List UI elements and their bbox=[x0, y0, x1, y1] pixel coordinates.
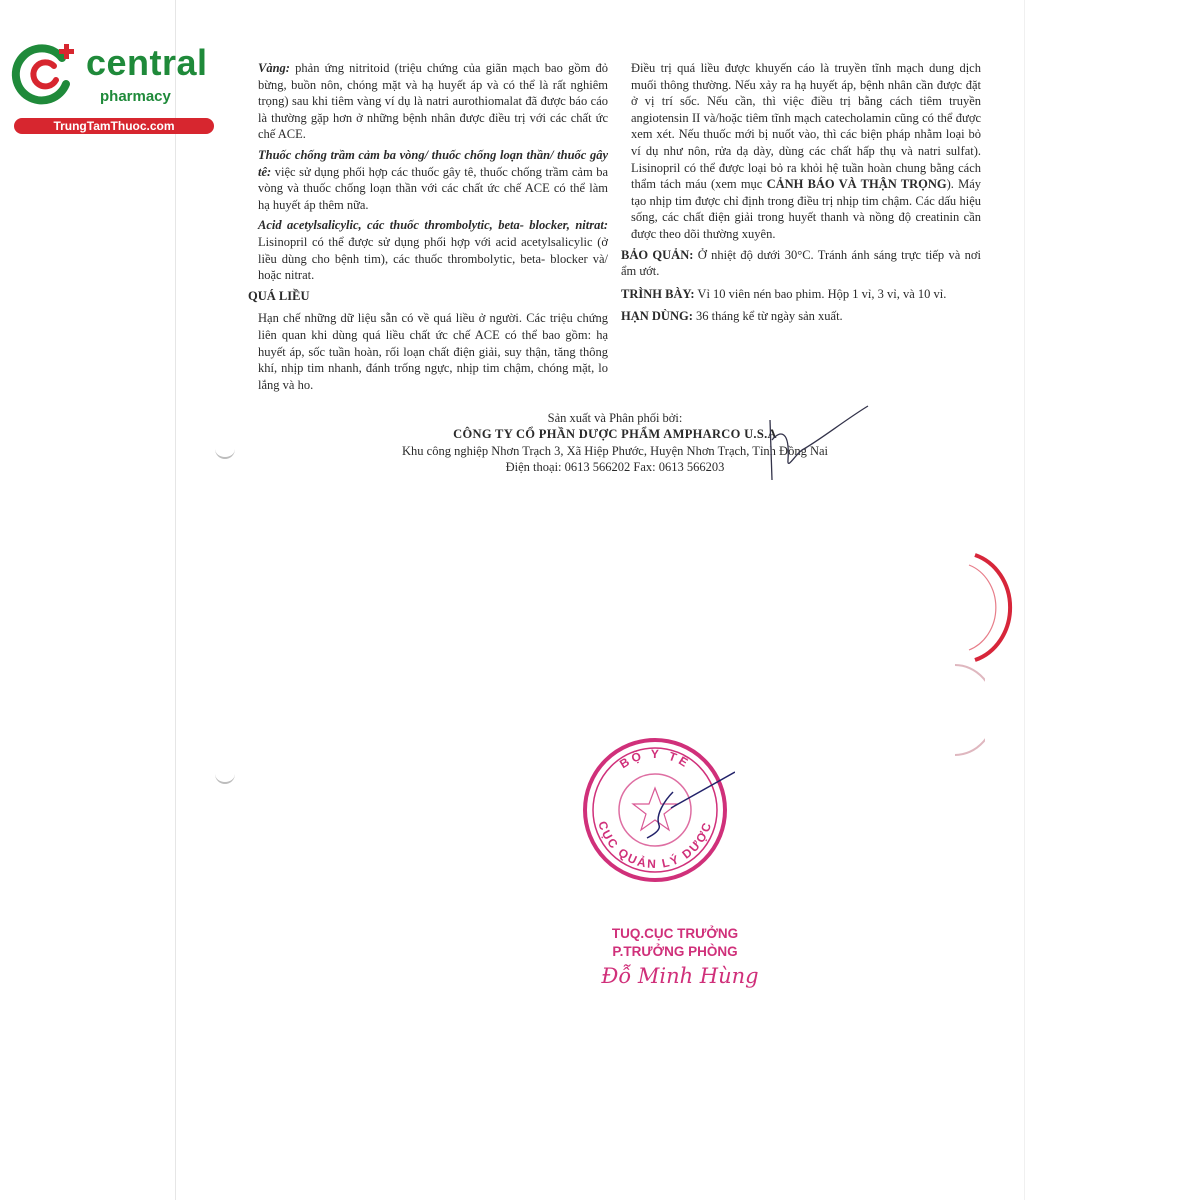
manufacturer-signature-icon bbox=[760, 400, 880, 490]
central-pharmacy-logo-icon bbox=[10, 38, 80, 108]
tricyclic-paragraph bbox=[258, 147, 608, 213]
stamp-top-text: BỘ Y TẾ bbox=[617, 746, 693, 772]
stamp-bottom-text: CỤC QUẢN LÝ DƯỢC bbox=[595, 819, 715, 872]
packaging-row bbox=[621, 286, 981, 303]
vang-text: phản ứng nitritoid (triệu chứng của giãn mạch bao gồm đỏ bừng, buồn nôn, chóng mặt và hạ huyết áp và có thể là rất nghiêm trọng) sau khi tiêm vàng ví dụ là natri aurothiomalat đã được báo cáo là thường gặp hơn ở những bệnh nhân được điều trị với các chất ức chế ACE. bbox=[258, 61, 609, 142]
brand-sub: pharmacy bbox=[100, 88, 171, 105]
stamp-titles bbox=[560, 925, 790, 961]
left-column bbox=[248, 60, 609, 397]
aspirin-paragraph bbox=[258, 217, 608, 283]
packaging-text: Vỉ 10 viên nén bao phim. Hộp 1 vỉ, 3 vỉ, và 10 vỉ. bbox=[697, 286, 947, 301]
treatment-ref: CẢNH BÁO VÀ THẬN TRỌNG bbox=[766, 177, 947, 192]
partial-stamp-faint-icon bbox=[935, 660, 985, 760]
manufacturer-phone: Điện thoại: 0613 566202 Fax: 0613 566203 bbox=[505, 460, 725, 475]
svg-text:BỘ Y TẾ bbox=[617, 747, 693, 771]
vang-paragraph bbox=[258, 60, 608, 143]
brand-name: central bbox=[86, 42, 208, 83]
partial-stamp-icon bbox=[955, 550, 1015, 670]
aspirin-lead: Acid acetylsalicylic, các thuốc thrombolytic, beta- blocker, nitrat: bbox=[258, 218, 608, 233]
left-margin bbox=[0, 0, 175, 1200]
storage-row bbox=[621, 247, 981, 280]
stamp-title-line1: TUQ.CỤC TRƯỞNG bbox=[611, 926, 739, 941]
official-stamp-icon bbox=[575, 730, 735, 890]
stamp-title-line2: P.TRƯỞNG PHÒNG bbox=[612, 944, 738, 959]
overdose-paragraph: Hạn chế những dữ liệu sẵn có về quá liều ở người. Các triệu chứng liên quan khi dùng quá liều chất ức chế ACE có thể bao gồm: hạ huyết áp, sốc tuần hoàn, rối loạn chất điện giải, suy thận, tăng thông khí, nhịp tim nhanh, đánh trống ngực, nhịp tim chậm, chóng mặt, lo lắng và ho. bbox=[258, 311, 608, 392]
overdose-heading: QUÁ LIỀU bbox=[248, 288, 310, 303]
page-edge bbox=[175, 0, 176, 1200]
treatment-text-2: ). Máy tạo nhịp tim được chỉ định trong điều trị nhịp tim chậm. Các dấu hiệu sống, các chất điện giải trong huyết thanh và nồng độ creatinin cần được theo dõi thường xuyên. bbox=[631, 177, 981, 241]
treatment-paragraph bbox=[631, 60, 981, 243]
packaging-label: TRÌNH BÀY: bbox=[621, 286, 695, 301]
expiry-row bbox=[621, 308, 981, 325]
manufacturer-company: CÔNG TY CỔ PHẦN DƯỢC PHẨM AMPHARCO U.S.A bbox=[453, 427, 777, 442]
tricyclic-lead: Thuốc chống trầm cảm ba vòng/ thuốc chống loạn thần/ thuốc gây tê: bbox=[258, 147, 608, 179]
treatment-text-1: Điều trị quá liều được khuyến cáo là truyền tĩnh mạch dung dịch muối thông thường. Nếu xảy ra hạ huyết áp, bệnh nhân cần được đặt ở vị trí sốc. Nếu cần, thì việc điều trị bằng cách tiêm truyền angiotensin II và/hoặc tiêm tĩnh mạch catecholamin cũng có thể được xem xét. Nếu thuốc mới bị nuốt vào, thì các biện pháp nhằm loại bỏ ví dụ như nôn, rửa dạ dày, dùng các chất hấp thụ và natri sulfat). Lisinopril có thể được loại bỏ ra khỏi hệ tuần hoàn chung bằng cách thẩm tách máu (xem mục bbox=[631, 61, 981, 192]
expiry-text: 36 tháng kể từ ngày sản xuất. bbox=[696, 309, 843, 324]
expiry-label: HẠN DÙNG: bbox=[621, 309, 693, 324]
stamp-signer-name: Đỗ Minh Hùng bbox=[601, 964, 759, 988]
tricyclic-text: việc sử dụng phối hợp các thuốc gây tê, thuốc chống trầm cảm ba vòng và thuốc chống loạn thần với các chất ức chế ACE có thể làm hạ huyết áp thêm nữa. bbox=[258, 164, 609, 212]
punch-hole bbox=[215, 445, 235, 459]
aspirin-text: Lisinopril có thể được sử dụng phối hợp với acid acetylsalicylic (ở liều dùng cho bệnh tim), các thuốc thrombolytic, beta- blocker và/ hoặc nitrat. bbox=[258, 234, 608, 283]
manufacturer-address: Khu công nghiệp Nhơn Trạch 3, Xã Hiệp Phước, Huyện Nhơn Trạch, Tỉnh Đồng Nai bbox=[402, 443, 828, 458]
manufacturer-intro: Sản xuất và Phân phối bởi: bbox=[547, 411, 683, 425]
brand-url[interactable]: TrungTamThuoc.com bbox=[14, 118, 214, 134]
brand-logo[interactable] bbox=[10, 38, 215, 138]
punch-hole bbox=[215, 770, 235, 784]
storage-text: Ở nhiệt độ dưới 30°C. Tránh ánh sáng trực tiếp và nơi ẩm ướt. bbox=[621, 247, 981, 279]
vang-lead: Vàng: bbox=[258, 61, 290, 75]
storage-label: BẢO QUẢN: bbox=[621, 247, 694, 262]
right-column bbox=[621, 60, 981, 331]
right-edge bbox=[1024, 0, 1025, 1200]
